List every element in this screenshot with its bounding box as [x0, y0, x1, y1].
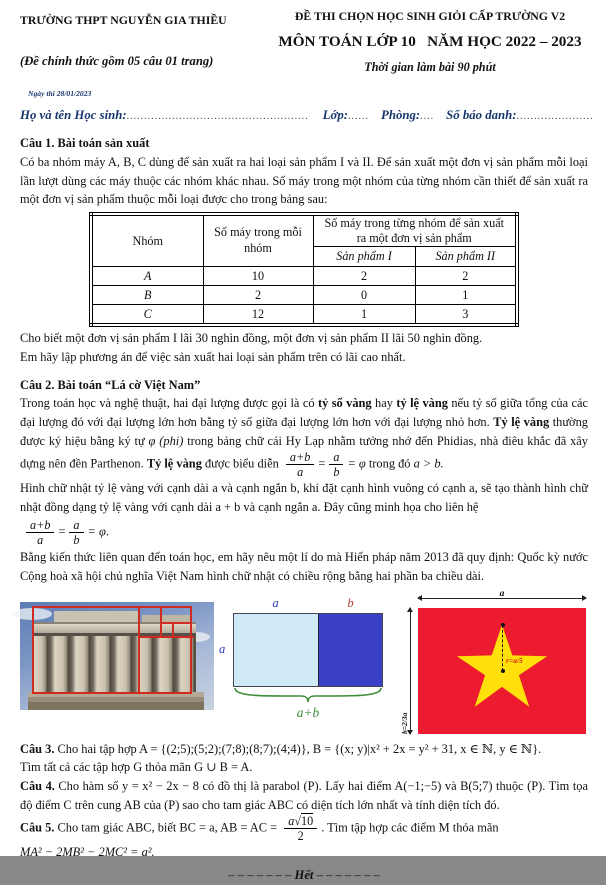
table-header-product1: Sản phẩm I — [313, 247, 415, 266]
sqrt-sign: √ — [294, 814, 301, 829]
subject-year-line: MÔN TOÁN LỚP 10 NĂM HỌC 2022 – 2023 — [278, 32, 582, 50]
phi-term: = φ — [87, 524, 106, 539]
fraction-denominator: b — [73, 533, 80, 548]
table-cell: 3 — [415, 305, 517, 326]
machines-table — [89, 212, 519, 328]
golden-ratio-fraction — [26, 518, 54, 547]
rect-b — [318, 614, 382, 686]
header — [20, 8, 588, 77]
width-label: a — [499, 588, 505, 599]
golden-rect-overlay — [32, 606, 192, 694]
square-a — [234, 614, 318, 686]
class-field-label: Lớp: — [322, 108, 349, 123]
table-cell: 12 — [203, 305, 313, 326]
table-header-span: Số máy trong từng nhóm để sản xuất ra một đơn vị sản phẩm — [313, 214, 517, 247]
table-cell: A — [91, 266, 203, 285]
golden-rect-overlay — [172, 622, 174, 636]
label-a-plus-b: a+b — [296, 704, 320, 720]
q4-text: Cho hàm số y = x² − 2x − 8 có đồ thị là parabol (P). Lấy hai điểm A(−1;−5) và B(5;7) thuộc (P). Tìm tọa độ điểm C trên cung AB của (P) sao cho tam giác ABC có diện tích lớn nhất và tính diện tích đó. — [20, 778, 588, 812]
q3-line1 — [20, 740, 588, 759]
q2-bold-term: tỷ số vàng — [317, 396, 372, 411]
class-field-dots: ...... — [348, 111, 370, 123]
height-label: b=2/3a — [400, 712, 409, 734]
label-a-top: a — [272, 595, 279, 610]
exam-note: (Đề chính thức gồm 05 câu 01 trang) — [20, 53, 214, 68]
fraction-denominator: a — [37, 533, 44, 548]
golden-rectangle-figure — [219, 594, 397, 723]
table-cell: 1 — [313, 305, 415, 326]
fraction-numerator: a — [69, 518, 83, 533]
table-cell: C — [91, 305, 203, 326]
radius-label: r=a/5 — [506, 655, 523, 665]
q2-text: thường được ký hiệu bằng ký tự — [20, 414, 588, 448]
dash-left: – – – – – – – — [228, 867, 292, 882]
q2-text: Trong toán học và nghệ thuật, hai đại lượng được gọi là có — [20, 396, 318, 411]
q2-paragraph2: Hình chữ nhật tỷ lệ vàng với cạnh dài a và cạnh ngắn b, khi đặt cạnh hình vuông có cạnh a, sẽ tạo thành hình chữ nhật đồng dạng tỷ lệ vàng với cạnh dài a + b và cạnh ngắn a. Đây cũng minh họa cho liên hệ — [20, 481, 588, 514]
figures-row — [20, 588, 588, 740]
table-cell: 2 — [313, 266, 415, 285]
table-cell: 10 — [203, 266, 313, 285]
table-header-machines: Số máy trong mỗi nhóm — [203, 214, 313, 266]
q5-label: Câu 5. — [20, 820, 55, 835]
exam-date: Ngày thi 28/01/2023 — [28, 88, 92, 98]
q2-bold-term: Tỷ lệ vàng — [146, 456, 202, 471]
fraction-numerator — [284, 814, 317, 829]
name-field-dots: .................................................... — [126, 111, 309, 123]
q5-line2: MA² − 2MB² − 2MC² = a². — [20, 845, 155, 860]
label-b-top: b — [347, 595, 354, 610]
golden-ratio-fraction — [286, 450, 314, 479]
q3-line2: Tìm tất cả các tập hợp G thỏa mãn G ∪ B = A. — [20, 760, 253, 775]
var-a: a — [288, 814, 295, 829]
q1-intro: Có ba nhóm máy A, B, C dùng để sản xuất ra hai loại sản phẩm I và II. Để sản xuất một đơn vị sản phẩm mỗi loại lần lượt dùng các máy thuộc các nhóm khác nhau. Số máy trong một nhóm của từng nhóm cần thiết để sản xuất ra một đơn vị sản phẩm thuộc mỗi loại được cho trong bảng sau: — [20, 154, 588, 207]
q2-text: nếu tỷ số giữa tổng của các đại lượng đó với đại lượng lớn hơn bằng tỷ số giữa đại lượng lớn hơn với đại lượng nhỏ hơn. — [20, 396, 588, 429]
period: . — [105, 524, 109, 539]
table-header-group: Nhóm — [91, 214, 203, 266]
golden-rect-overlay — [160, 606, 162, 636]
exam-title: ĐỀ THI CHỌN HỌC SINH GIỎI CẤP TRƯỜNG V2 — [294, 9, 566, 23]
school-name: TRƯỜNG THPT NGUYỄN GIA THIỀU — [20, 13, 227, 27]
q1-note2: Em hãy lập phương án để việc sản xuất hai loại sản phẩm trên có lãi cao nhất. — [20, 350, 406, 365]
table-cell: B — [91, 285, 203, 304]
q2-text: trong đó — [365, 456, 414, 471]
sbd-field-label: Số báo danh: — [446, 108, 517, 123]
parthenon-photo — [20, 602, 214, 710]
q5-paragraph — [20, 814, 588, 843]
table-cell: 0 — [313, 285, 415, 304]
end-line — [20, 866, 588, 885]
golden-rect-overlay — [138, 636, 194, 638]
q2-paragraph1 — [20, 394, 588, 479]
q2-text: được biểu diễn — [201, 456, 282, 471]
q4-paragraph — [20, 777, 588, 814]
table-cell: 1 — [415, 285, 517, 304]
sbd-field-dots: ...................... — [516, 111, 594, 123]
table-row — [91, 266, 517, 285]
table-row — [91, 285, 517, 304]
fraction-numerator: a+b — [286, 450, 314, 465]
duration-line: Thời gian làm bài 90 phút — [364, 60, 496, 75]
q5-text: . Tìm tập hợp các điểm M thỏa mãn — [321, 820, 499, 835]
radicand: 10 — [301, 814, 314, 829]
q3-text: Cho hai tập hợp A = {(2;5);(5;2);(7;8);(8;7);(4;4)}, B = {(x; y)|x² + 2x = y² + 31, x ∈ ℕ, y ∈ ℕ}. — [54, 741, 542, 756]
fraction-denominator: 2 — [297, 829, 304, 844]
fraction-denominator: b — [333, 465, 340, 480]
table-cell: 2 — [415, 266, 517, 285]
q2-title: Câu 2. Bài toán “Lá cờ Việt Nam” — [20, 377, 201, 392]
golden-rect-overlay — [160, 622, 192, 624]
name-field-label: Họ và tên Học sinh: — [20, 108, 127, 123]
equals-sign: = — [318, 456, 326, 471]
q2-bold-term: tỷ lệ vàng — [396, 396, 448, 411]
golden-ratio-fraction — [69, 518, 83, 547]
het-word: Hết — [294, 867, 314, 882]
q1-note1: Cho biết một đơn vị sản phẩm I lãi 30 nghìn đồng, một đơn vị sản phẩm II lãi 50 nghìn đồng. — [20, 331, 483, 346]
q3-label: Câu 3. — [20, 741, 55, 756]
q5-text: Cho tam giác ABC, biết BC = a, AB = AC = — [54, 820, 281, 835]
q5-fraction — [284, 814, 317, 843]
phi-term: = φ — [347, 456, 366, 471]
golden-ratio-fraction — [329, 450, 343, 479]
q2-text: hay — [371, 396, 397, 411]
golden-rect-overlay — [138, 606, 140, 694]
q2-phi: φ (phi) — [148, 433, 184, 448]
q2-paragraph3: Bằng kiến thức liên quan đến toán học, em hãy nêu một lí do mà Hiến pháp năm 2013 đã quy định: Quốc kỳ nước Cộng hoà xã hội chủ nghĩa Việt Nam hình chữ nhật có chiều rộng bằng hai phần ba chiều dài. — [20, 550, 588, 584]
q2-text: trong bảng chữ cái Hy Lạp nhằm tưởng nhớ đến Phidias, nhà điêu khắc đã xây dựng nên đền Parthenon. — [20, 433, 588, 471]
radius-line — [502, 625, 503, 671]
q4-label: Câu 4. — [20, 778, 55, 793]
q2-inequality: a > b. — [413, 456, 444, 471]
table-header-product2: Sản phẩm II — [415, 247, 517, 266]
room-field-dots: .... — [420, 111, 435, 123]
golden-rectangle — [233, 613, 383, 687]
room-field-label: Phòng: — [381, 108, 421, 123]
fraction-numerator: a — [329, 450, 343, 465]
vietnam-flag-figure — [400, 588, 588, 740]
golden-ratio-equation — [22, 518, 588, 547]
equals-sign: = — [58, 524, 66, 539]
table-cell: 2 — [203, 285, 313, 304]
curly-brace-icon — [233, 687, 383, 703]
dash-right: – – – – – – – — [316, 867, 380, 882]
table-row — [91, 305, 517, 326]
label-a-left: a — [219, 642, 226, 657]
fraction-numerator: a+b — [26, 518, 54, 533]
q2-bold-term: Tỷ lệ vàng — [493, 414, 550, 429]
temple-steps — [28, 692, 204, 710]
student-fields — [20, 106, 594, 125]
fraction-denominator: a — [297, 465, 304, 480]
flag — [418, 608, 586, 734]
q1-title: Câu 1. Bài toán sản xuất — [20, 136, 150, 151]
